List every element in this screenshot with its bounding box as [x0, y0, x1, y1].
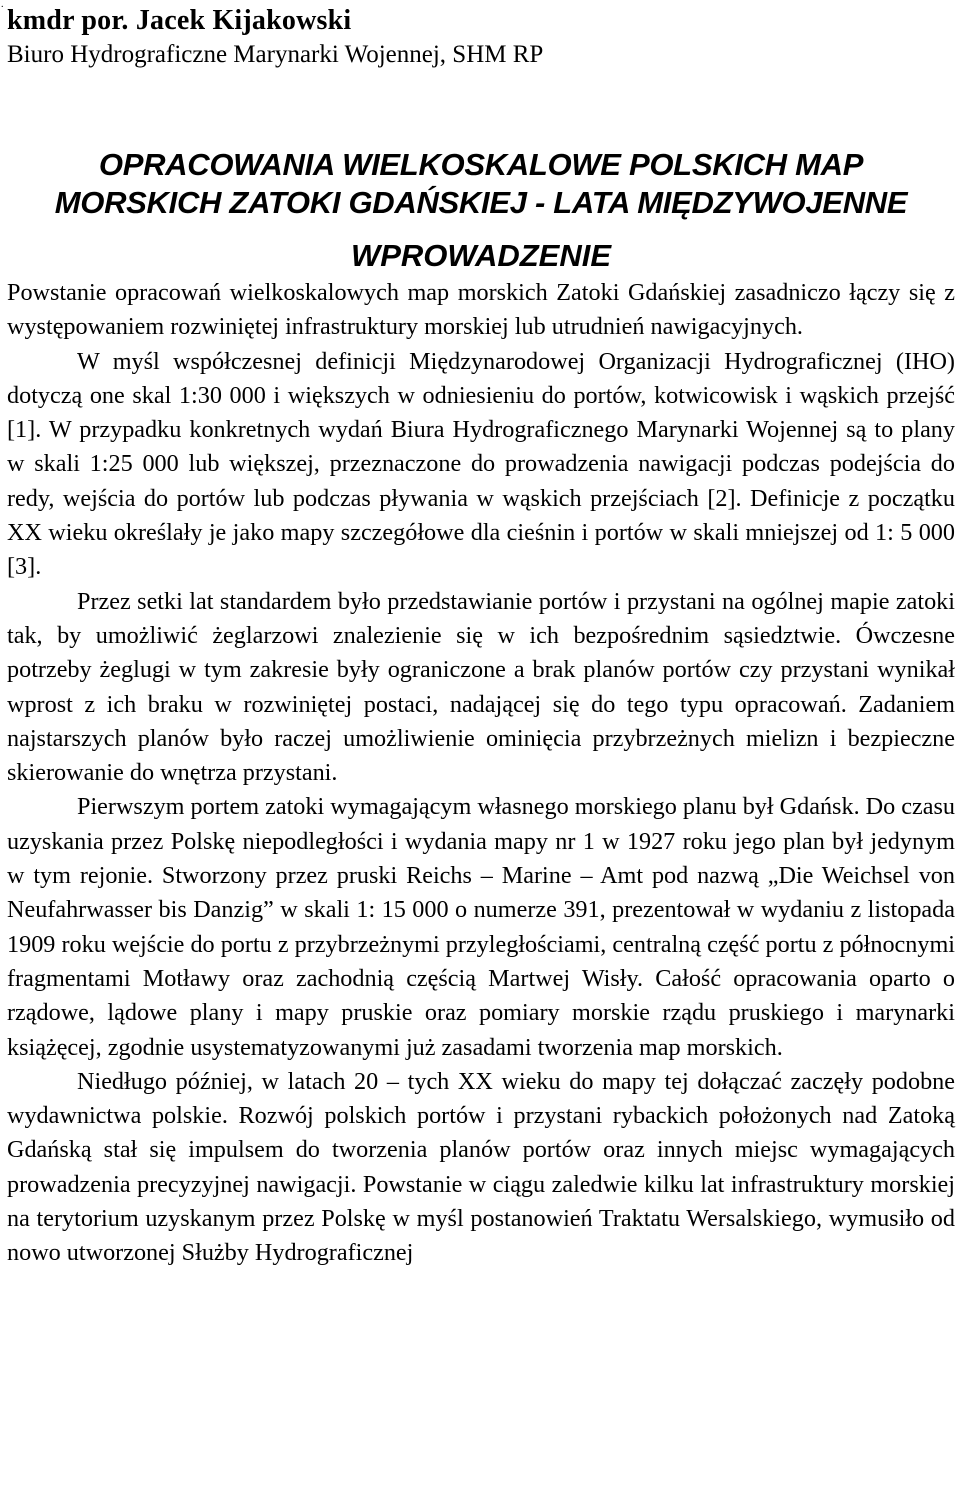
- page-marker: .: [1, 0, 4, 10]
- paragraph-4: Pierwszym portem zatoki wymagającym własnego morskiego planu był Gdańsk. Do czasu uzyskania przez Polskę niepodległości i wydania mapy nr 1 w 1927 roku jego plan był jedynym w tym rejonie. Stworzony przez pruski Reichs – Marine – Amt pod nazwą „Die Weichsel von Neufahrwasser bis Danzig” w skali 1: 15 000 o numerze 391, prezentował w wydaniu z listopada 1909 roku wejście do portu z przybrzeżnymi przyległościami, centralną część portu z północnymi fragmentami Motławy oraz zachodnią częścią Martwej Wisły. Całość opracowania oparto o rządowe, lądowe plany i mapy pruskie oraz pomiary morskie rządu pruskiego i marynarki książęcej, zgodnie usystematyzowanymi już zasadami tworzenia map morskich.: [7, 793, 955, 1061]
- paragraph-3: Przez setki lat standardem było przedstawianie portów i przystani na ogólnej mapie zatoki tak, by umożliwić żeglarzowi znalezienie się w ich bezpośrednim sąsiedztwie. Ówczesne potrzeby żeglugi w tym zakresie były ograniczone a brak planów portów czy przystani wynikał wprost z ich braku w rozwiniętej postaci, nadającej się do tego typu opracowań. Zadaniem najstarszych planów było raczej umożliwienie ominięcia przybrzeżnych mielizn i bezpieczne skierowanie do wnętrza przystani.: [7, 587, 955, 787]
- document-page: [7, 0, 955, 1271]
- title-line-1: OPRACOWANIA WIELKOSKALOWE POLSKICH MAP: [98, 147, 864, 182]
- affiliation-line: Biuro Hydrograficzne Marynarki Wojennej, SHM RP: [7, 41, 544, 68]
- paragraph-1: Powstanie opracowań wielkoskalowych map morskich Zatoki Gdańskiej zasadniczo łączy się z występowaniem rozwiniętej infrastruktury morskiej lub utrudnień nawigacyjnych.: [7, 279, 955, 341]
- title-line-2: MORSKICH ZATOKI GDAŃSKIEJ - LATA MIĘDZYWOJENNE: [54, 185, 908, 220]
- paragraph-2: W myśl współczesnej definicji Międzynarodowej Organizacji Hydrograficznej (IHO) dotyczą one skal 1:30 000 i większych w odniesieniu do portów, kotwicowisk i wąskich przejść [1]. W przypadku konkretnych wydań Biura Hydrograficznego Marynarki Wojennej są to plany w skali 1:25 000 lub większej, przeznaczone do prowadzenia nawigacji podczas podejścia do redy, wejścia do portów lub podczas pływania w wąskich przejściach [2]. Definicje z początku XX wieku określały je jako mapy szczegółowe dla cieśnin i portów w skali mniejszej od 1: 5 000 [3].: [7, 347, 955, 581]
- section-heading: WPROWADZENIE: [350, 238, 612, 273]
- body-text: [7, 276, 955, 1271]
- paragraph-5: Niedługo później, w latach 20 – tych XX wieku do mapy tej dołączać zaczęły podobne wydawnictwa polskie. Rozwój polskich portów i przystani rybackich położonych nad Zatoką Gdańską stał się impulsem do tworzenia planów portów oraz innych miejsc wymagających prowadzenia precyzyjnej nawigacji. Powstanie w ciągu zaledwie kilku lat infrastruktury morskiej na terytorium uzyskanym przez Polskę w myśl postanowień Traktatu Wersalskiego, wymusiło od nowo utworzonej Służby Hydrograficznej: [7, 1067, 955, 1267]
- author-line: kmdr por. Jacek Kijakowski: [7, 5, 352, 36]
- document-title: [7, 146, 955, 222]
